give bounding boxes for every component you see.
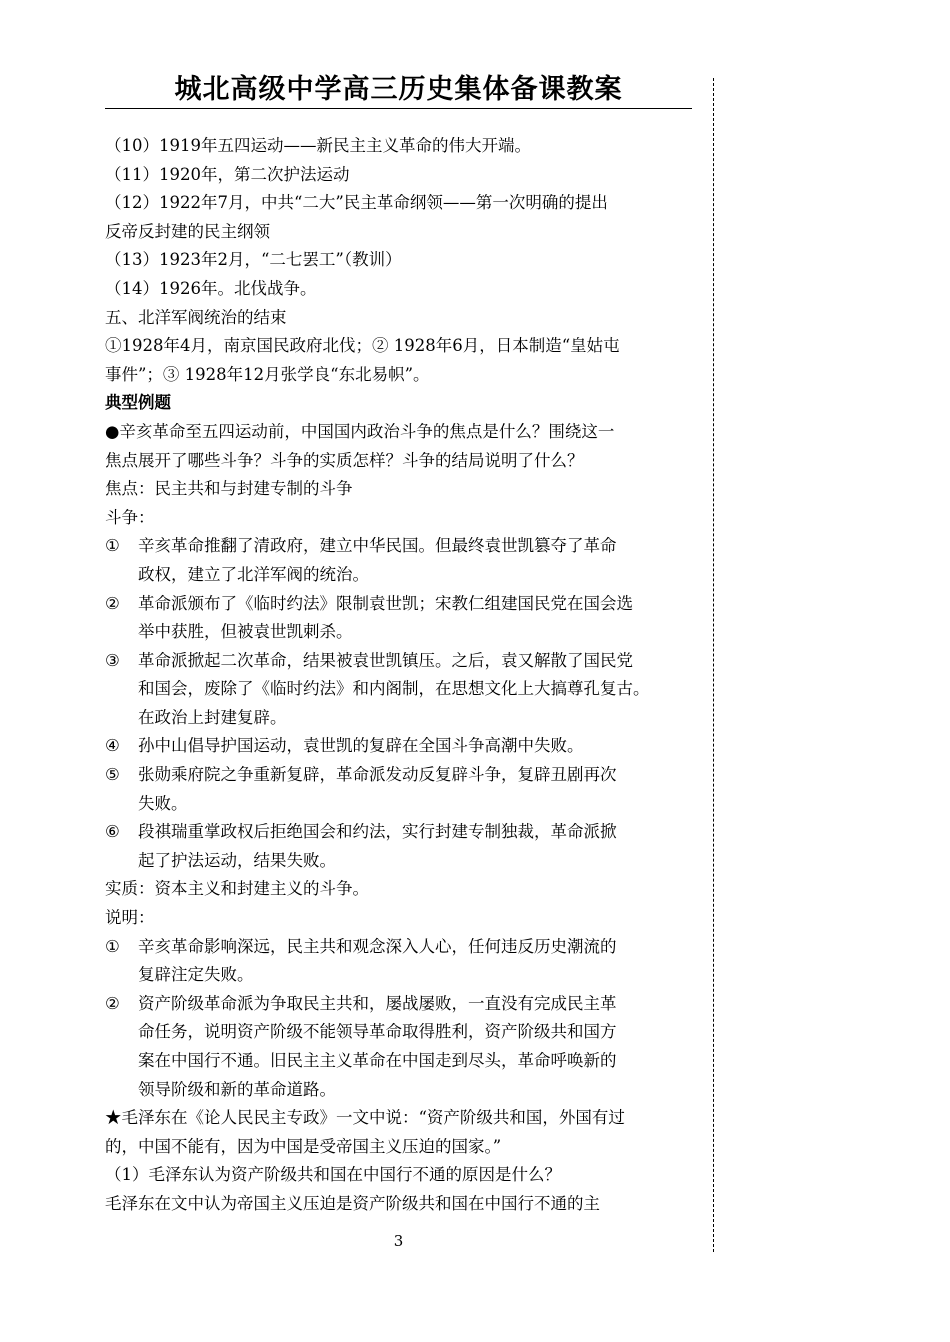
page-number: 3 xyxy=(393,1232,404,1250)
section-heading: 五、北洋军阀统治的结束 xyxy=(105,307,287,327)
struggle-item xyxy=(105,647,693,733)
text-line: （11）1920年，第二次护法运动 xyxy=(105,164,350,184)
page-title: 城北高级中学高三历史集体备课教案 xyxy=(174,74,623,105)
question-line: ●辛亥革命至五四运动前，中国国内政治斗争的焦点是什么？围绕这一 xyxy=(105,421,615,441)
item-text: 革命派颁布了《临时约法》限制袁世凯；宋教仁组建国民党在国会选 举中获胜，但被袁世凯刺杀。 xyxy=(138,593,633,642)
document-body xyxy=(105,132,693,1219)
item-number: ③ xyxy=(105,650,120,670)
item-text: 孙中山倡导护国运动，袁世凯的复辟在全国斗争高潮中失败。 xyxy=(138,736,584,756)
item-text: 辛亥革命推翻了清政府，建立中华民国。但最终袁世凯篡夺了革命 政权，建立了北洋军阀的统治。 xyxy=(138,536,617,584)
answer-focus: 焦点：民主共和与封建专制的斗争 xyxy=(105,479,353,499)
struggle-item xyxy=(105,761,693,818)
item-number: ② xyxy=(105,993,120,1013)
text-line: 反帝反封建的民主纲领 xyxy=(105,221,270,241)
header-divider xyxy=(105,108,692,109)
struggle-label: 斗争： xyxy=(105,507,155,527)
answer-essence: 实质：资本主义和封建主义的斗争。 xyxy=(105,879,369,899)
struggle-item xyxy=(105,818,693,875)
explain-label: 说明： xyxy=(105,908,155,928)
answer-line: 毛泽东在文中认为帝国主义压迫是资产阶级共和国在中国行不通的主 xyxy=(105,1193,600,1213)
text-line: （12）1922年7月，中共“二大”民主革命纲领——第一次明确的提出 xyxy=(105,193,608,213)
explanation-item xyxy=(105,933,693,990)
question-line: 焦点展开了哪些斗争？斗争的实质怎样？斗争的结局说明了什么？ xyxy=(105,450,584,470)
question-line: ★毛泽东在《论人民民主专政》一文中说：“资产阶级共和国，外国有过 xyxy=(105,1108,625,1128)
item-text: 张勋乘府院之争重新复辟，革命派发动反复辟斗争，复辟丑剧再次 失败。 xyxy=(138,765,617,813)
text-line: （10）1919年五四运动——新民主主义革命的伟大开端。 xyxy=(105,136,531,155)
item-number: ④ xyxy=(105,736,120,756)
text-line: 事件”；③ 1928年12月张学良“东北易帜”。 xyxy=(105,364,430,384)
item-text: 段祺瑞重掌政权后拒绝国会和约法，实行封建专制独裁，革命派掀 起了护法运动，结果失败。 xyxy=(138,822,617,870)
struggle-item xyxy=(105,532,693,589)
question-line: 的，中国不能有，因为中国是受帝国主义压迫的国家。” xyxy=(105,1136,502,1156)
sub-question: （1）毛泽东认为资产阶级共和国在中国行不通的原因是什么？ xyxy=(105,1165,561,1185)
item-number: ② xyxy=(105,593,120,613)
item-number: ① xyxy=(105,536,120,556)
item-number: ① xyxy=(105,936,120,956)
item-number: ⑤ xyxy=(105,765,120,785)
item-text: 革命派掀起二次革命，结果被袁世凯镇压。之后，袁又解散了国民党 和国会，废除了《临时约法》和内阁制，在思想文化上大搞尊孔复古。 在政治上封建复辟。 xyxy=(138,650,650,727)
struggle-item xyxy=(105,732,693,761)
explanation-item xyxy=(105,990,693,1104)
text-line: （14）1926年。北伐战争。 xyxy=(105,278,317,298)
item-number: ⑥ xyxy=(105,822,120,842)
example-heading: 典型例题 xyxy=(105,393,171,413)
item-text: 辛亥革命影响深远，民主共和观念深入人心，任何违反历史潮流的 复辟注定失败。 xyxy=(138,936,617,985)
item-text: 资产阶级革命派为争取民主共和，屡战屡败，一直没有完成民主革 命任务，说明资产阶级不能领导革命取得胜利，资产阶级共和国方 案在中国行不通。旧民主主义革命在中国走到尽头，革命呼唤新的 领导阶级和新的革命道路。 xyxy=(138,993,617,1099)
binding-cut-line xyxy=(713,78,714,1252)
text-line: ①1928年4月，南京国民政府北伐；② 1928年6月，日本制造“皇姑屯 xyxy=(105,336,620,356)
struggle-item xyxy=(105,590,693,647)
text-line: （13）1923年2月，“二七罢工”（教训） xyxy=(105,250,402,270)
